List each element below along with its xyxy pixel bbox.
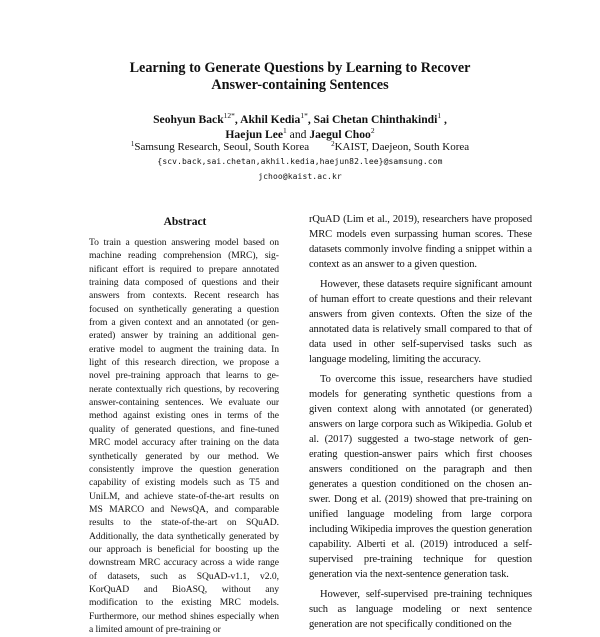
paragraph: rQuAD (Lim et al., 2019), researchers have proposed MRC models even surpassing human scores. These datasets commonly involve finding a snippet within a context as an answer to a given question. xyxy=(309,214,532,270)
author-name: Seohyun Back xyxy=(153,113,224,126)
author-separator: and xyxy=(286,128,310,141)
email-line-1: {scv.back,sai.chetan,akhil.kedia,haejun82.lee}@samsung.com xyxy=(157,157,443,166)
affiliation-mark: 2 xyxy=(331,140,335,148)
paragraph: However, these datasets require significant amount of human effort to create questions and their relevant answers from given contexts. Often the size of the annotated data is relatively small compared to that of data used in other self-supervised tasks such as language modeling, limiting the accuracy. xyxy=(309,279,532,365)
affiliation-mark: 1 xyxy=(130,140,135,148)
paper-title xyxy=(0,60,600,94)
author-mark: 1* xyxy=(300,111,308,120)
author-name: Jaegul Choo xyxy=(309,128,371,141)
paragraph: To overcome this issue, researchers have studied models for generating synthetic questions from a given context along with annotated (or generated) answers on large corpora such as Wikipedia. Golub et al. (2017) suggested a two-stage network of generating question-answer pairs which first chooses answers conditioned on the paragraph and then generates a question conditioned on the chosen answer. Dong et al. (2019) showed that pre-training on unified language modeling from large corpora including Wikipedia improves the question generation capability. Alberti et al. (2019) introduced a self-supervised pre-training technique for question generation via the next-sentence generation task. xyxy=(309,374,532,580)
author-mark: 1 xyxy=(437,111,442,120)
author-separator: , xyxy=(441,113,447,126)
abstract-text: To train a question answering model based on machine reading comprehension (MRC), significant effort is required to prepare annotated training data composed of questions and their answers from contexts. Recent research has focused on synthetically generating a question from a given context and an annotated (or generated) answer by training an additional generative model to augment the training data. In light of this research direction, we propose a novel pre-training approach that learns to generate contextually rich questions, by recovering answer-containing sentences. We evaluate our method against existing ones in terms of the quality of generated questions, and fine-tuned MRC model accuracy after training on the data synthetically generated by our method. We consistently improve the question generation capability of existing models such as T5 and UniLM, and achieve state-of-the-art results on MS MARCO and NewsQA, and comparable results to the state-of-the-art on SQuAD. Additionally, the data synthetically generated by our approach is beneficial for boosting up the downstream MRC accuracy across a wide range of datasets, such as SQuAD-v1.1, v2.0, KorQuAD and BioASQ, without any modification to the existing MRC models. Furthermore, our method shines especially when a limited amount of pre-training or xyxy=(89,237,279,635)
title-line-2: Answer-containing Sentences xyxy=(211,77,389,93)
email-line-2: jchoo@kaist.ac.kr xyxy=(258,172,342,181)
author-mark: 12* xyxy=(223,111,235,120)
author-name: Sai Chetan Chinthakindi xyxy=(313,113,438,126)
affiliations xyxy=(0,140,600,154)
affiliation-2: KAIST, Daejeon, South Korea xyxy=(334,141,470,153)
affiliation-1: Samsung Research, Seoul, South Korea xyxy=(134,141,310,153)
title-line-1: Learning to Generate Questions by Learning to Recover xyxy=(129,60,471,76)
author-list xyxy=(0,112,600,142)
author-mark: 2 xyxy=(370,126,375,135)
paragraph: However, self-supervised pre-training techniques such as language modeling or next sentence generation are not specifically conditioned on the xyxy=(309,589,532,630)
author-name: Akhil Kedia xyxy=(240,113,301,126)
author-separator: , xyxy=(307,113,314,126)
abstract-heading: Abstract xyxy=(163,216,207,228)
author-name: Haejun Lee xyxy=(225,128,284,141)
author-mark: 1 xyxy=(283,126,287,135)
author-line-1 xyxy=(0,112,600,127)
introduction-column xyxy=(309,212,532,637)
author-separator: , xyxy=(234,113,241,126)
